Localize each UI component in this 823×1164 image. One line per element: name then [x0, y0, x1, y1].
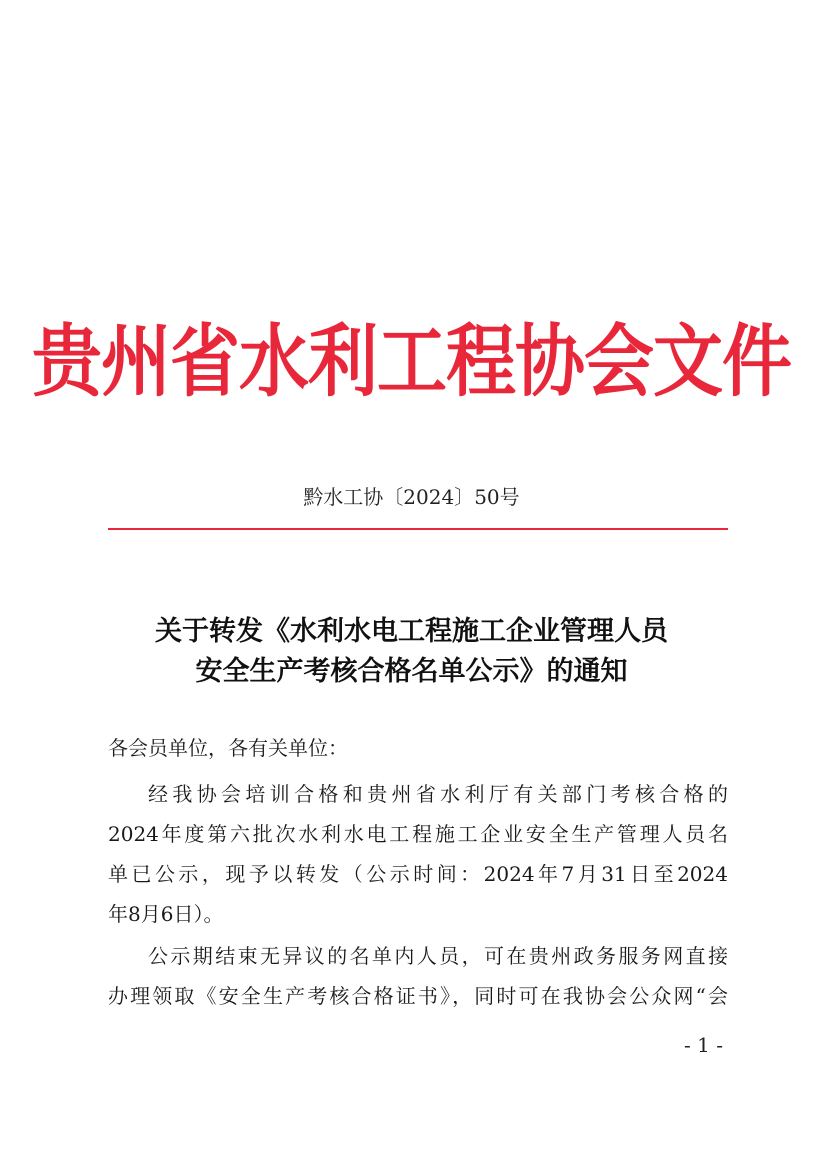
- salutation: 各会员单位，各有关单位：: [108, 736, 348, 760]
- paragraph-2-line-1: 公示期结束无异议的名单内人员，可在贵州政务服务网直接: [148, 944, 728, 968]
- notice-title-line-2: 安全生产考核合格名单公示》的通知: [195, 656, 628, 687]
- paragraph-2-line-2: 办理领取《安全生产考核合格证书》，同时可在我协会公众网“会: [108, 984, 728, 1008]
- paragraph-1: [108, 774, 728, 934]
- page-number: - 1 -: [684, 1033, 723, 1057]
- paragraph-1-line-2: 2024年度第六批次水利水电工程施工企业安全生产管理人员名: [108, 822, 728, 846]
- paragraph-1-line-1: 经我协会培训合格和贵州省水利厅有关部门考核合格的: [148, 782, 728, 806]
- document-number: 黔水工协〔2024〕50号: [303, 485, 520, 509]
- masthead-title: 贵州省水利工程协会文件: [32, 314, 791, 408]
- paragraph-2: [108, 936, 728, 1016]
- paragraph-1-line-3: 单已公示，现予以转发（公示时间：2024年7月31日至2024: [108, 862, 728, 886]
- notice-title-line-1: 关于转发《水利水电工程施工企业管理人员: [155, 616, 668, 647]
- notice-title: [0, 612, 823, 692]
- paragraph-1-line-4: 年8月6日）。: [108, 902, 224, 926]
- red-divider-line: [108, 528, 728, 530]
